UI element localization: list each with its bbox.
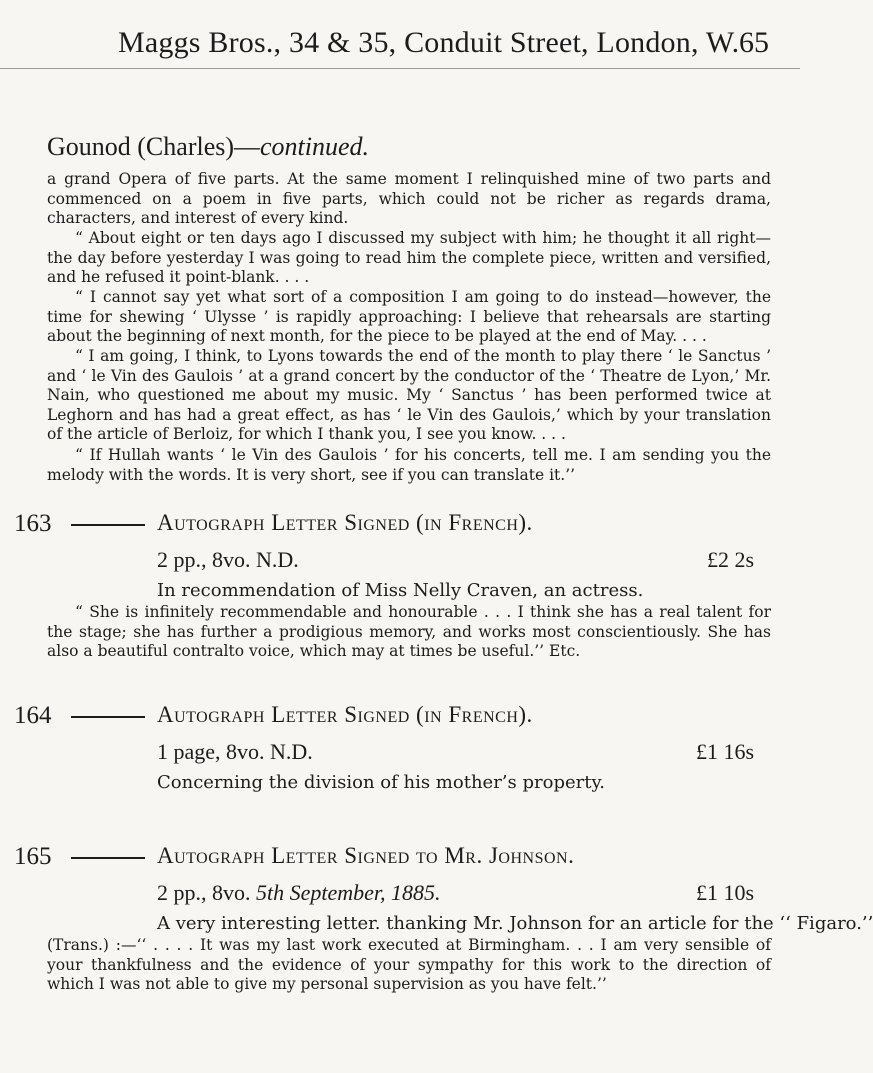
- paragraph: “ I cannot say yet what sort of a composition I am going to do instead—however, the time for shewing ‘ Ulysse ’ is rapidly approaching: I believe that rehearsals are starting about the beginning of next month, for the piece to be played at the end of May. . . .: [47, 288, 771, 346]
- lot-number: 165: [14, 843, 52, 870]
- paragraph: “ About eight or ten days ago I discussed my subject with him; he thought it all right—the day before yesterday I was going to read him the complete piece, written and versified, and he refused it point-blank. . . .: [47, 229, 771, 287]
- lot-price: £1 16s: [695, 739, 754, 764]
- composer-name: Gounod (Charles)—: [47, 132, 261, 161]
- header-title: Maggs Bros., 34 & 35, Conduit Street, London, W.: [118, 26, 740, 59]
- continued-label: continued.: [260, 132, 370, 161]
- lot-dash: [71, 857, 145, 859]
- lot-dash: [71, 716, 145, 718]
- lot-number: 164: [14, 702, 52, 729]
- lot-description: Concerning the division of his mother’s property.: [157, 772, 605, 793]
- lot-price: £1 10s: [695, 880, 754, 905]
- lot-number: 163: [14, 510, 52, 537]
- lot-format-text: 2 pp., 8vo. N.D.: [157, 547, 299, 572]
- lot-price: £2 2s: [706, 547, 754, 572]
- lot-format: [157, 739, 313, 765]
- paragraph: “ I am going, I think, to Lyons towards the end of the month to play there ‘ le Sanctus ’ and ‘ le Vin des Gaulois ’ at a grand concert by the conductor of the ‘ Theatre de Lyon,’ Mr. Nain, who questioned me about my music. My ‘ Sanctus ’ has been performed twice at Leghorn and has had a great effect, as has ‘ le Vin des Gaulois,’ which by your translation of the article of Berloiz, for which I thank you, I see you know. . . .: [47, 347, 771, 444]
- header-rule: [0, 68, 800, 69]
- lot-dash: [71, 524, 145, 526]
- lot-format-text: 1 page, 8vo. N.D.: [157, 739, 313, 764]
- page-header: [0, 0, 800, 96]
- lot-format: [157, 547, 299, 573]
- paragraph: “ If Hullah wants ‘ le Vin des Gaulois ’ for his concerts, tell me. I am sending you the melody with the words. It is very short, see if you can translate it.’’: [47, 446, 771, 484]
- lot-format-text: 2 pp., 8vo.: [157, 880, 256, 905]
- lot-title: Autograph Letter Signed (in French).: [157, 510, 533, 535]
- lot-description: A very interesting letter. thanking Mr. Johnson for an article for the ‘‘ Figaro.’’: [157, 913, 873, 934]
- continued-heading: [47, 132, 369, 162]
- lot-body: (Trans.) :—‘‘ . . . . It was my last work executed at Birmingham. . . I am very sensible of your thankfulness and the evidence of your sympathy for this work to the direction of which I was not able to give my personal supervision as you have felt.’’: [47, 936, 771, 994]
- lot-format: [157, 880, 441, 906]
- lot-title: Autograph Letter Signed (in French).: [157, 702, 533, 727]
- lot-body: “ She is infinitely recommendable and honourable . . . I think she has a real talent for the stage; she has further a prodigious memory, and works most conscientiously. She has also a beautiful contralto voice, which may at times be useful.’’ Etc.: [47, 603, 771, 661]
- lot-description: In recommendation of Miss Nelly Craven, an actress.: [157, 580, 644, 601]
- page-number: 65: [739, 26, 769, 59]
- lot-date: 5th September, 1885.: [256, 880, 441, 905]
- lot-title: Autograph Letter Signed to Mr. Johnson.: [157, 843, 575, 868]
- paragraph: a grand Opera of five parts. At the same moment I relinquished mine of two parts and commenced on a poem in five parts, which could not be richer as regards drama, characters, and interest of every kind.: [47, 170, 771, 228]
